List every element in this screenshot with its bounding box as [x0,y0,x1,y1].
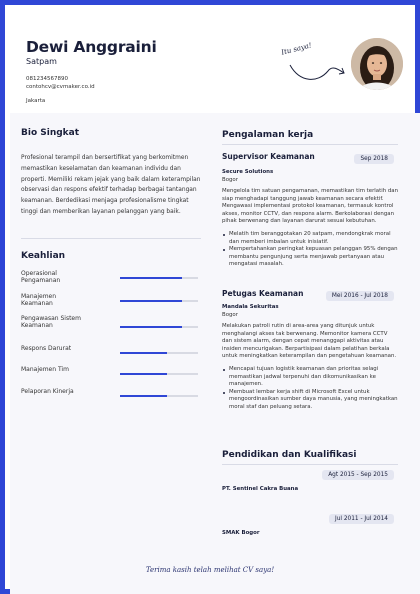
candidate-name: Dewi Anggraini [26,38,157,56]
job-location: Bogor [222,177,238,183]
phone-number: 081234567890 [26,76,68,82]
education-school: PT. Sentinel Cakra Buana [222,486,299,492]
profile-photo [351,38,403,90]
experience-heading: Pengalaman kerja [222,130,314,140]
skill-fill [120,373,167,375]
skill-label: Operasional Pengamanan [21,270,61,284]
footer-note: Terima kasih telah melihat CV saya! [145,566,275,574]
job-bullet: Membuat lembar kerja shift di Microsoft Excel untuk mengoordinasikan sumber daya manusia, yang meningkatkan moral staf dan peluang setara. [222,389,398,412]
job-bullets [222,231,398,269]
job-company: Secure Solutions [222,169,274,175]
skill-fill [120,277,182,279]
hand-note: Itu saya! [280,41,313,57]
skills-heading: Keahlian [21,251,66,261]
education-dates-badge: Jul 2011 - Jul 2014 [329,514,394,524]
skill-fill [120,352,167,354]
education-school: SMAK Bogor [222,530,260,536]
curved-arrow-icon [288,55,348,85]
job-title: Supervisor Keamanan [222,152,315,161]
job-company: Mandala Sekuritas [222,304,279,310]
bio-heading: Bio Singkat [21,128,80,138]
skill-label: Manajemen Tim [21,366,69,373]
skill-label: Respons Darurat [21,345,72,352]
candidate-role: Satpam [26,57,57,66]
job-title: Petugas Keamanan [222,289,304,298]
skill-label: Pengawasan Sistem Keamanan [21,315,81,329]
skill-label: Manajemen Keamanan [21,293,57,307]
education-heading: Pendidikan dan Kualifikasi [222,450,357,460]
skill-bar [120,373,198,375]
section-divider [21,238,201,239]
job-bullet: Mempertahankan peringkat kepuasan pelanggan 95% dengan membantu pengunjung serta menjawab pertanyaan atau mengatasi masalah. [222,246,398,269]
portrait-image [351,38,403,90]
skill-bar [120,300,198,302]
education-dates-badge: Agt 2015 - Sep 2015 [322,470,394,480]
job-bullet: Melatih tim beranggotakan 20 satpam, mendongkrak moral dan memberi imbalan untuk inisiatif. [222,231,398,246]
section-divider [222,144,398,145]
section-divider [222,464,398,465]
skill-bar [120,395,198,397]
email-address: contohcv@cvmaker.co.id [26,84,95,90]
job-bullets [222,366,398,412]
city: Jakarta [26,98,46,104]
skill-bar [120,326,198,328]
skill-fill [120,326,182,328]
job-dates-badge: Sep 2018 [354,154,394,164]
job-location: Bogor [222,312,238,318]
skill-bar [120,277,198,279]
job-summary: Mengelola tim satuan pengamanan, memastikan tim terlatih dan siap menghadapi tanggung jawab keamanan secara efektif. Mengawasi implementasi protokol keamanan, termasuk kontrol akses, monitor CCTV, dan respons alarm. Berkolaborasi dengan pihak berwenang dan layanan darurat sesuai kebutuhan. [222,188,398,225]
job-summary: Melakukan patroli rutin di area-area yang ditunjuk untuk menghalangi akses tak berwenang. Memonitor kamera CCTV dan sistem alarm, dengan cepat menanggapi aktivitas atau insiden mencurigakan. Berpartisipasi dalam pelatihan berkala untuk meningkatkan keterampilan dan pengetahuan keamanan. [222,323,397,360]
skill-label: Pelaporan Kinerja [21,388,74,395]
job-bullet: Mencapai tujuan logistik keamanan dan prioritas selagi memastikan jadwal terpenuhi dan dikomunikasikan ke manajemen. [222,366,398,389]
skill-bar [120,352,198,354]
job-dates-badge: Mei 2016 - Jul 2018 [326,291,394,301]
bio-text: Profesional terampil dan bersertifikat yang berkomitmen memastikan keselamatan dan keamanan individu dan properti. Memiliki rekam jejak yang baik dalam keterampilan observasi dan respons efektif terhadap berbagai tantangan keamanan. Berdedikasi menjaga profesionalisme tingkat tinggi dan memberikan layanan pelanggan yang baik. [21,155,201,215]
skill-fill [120,300,182,302]
skill-fill [120,395,167,397]
